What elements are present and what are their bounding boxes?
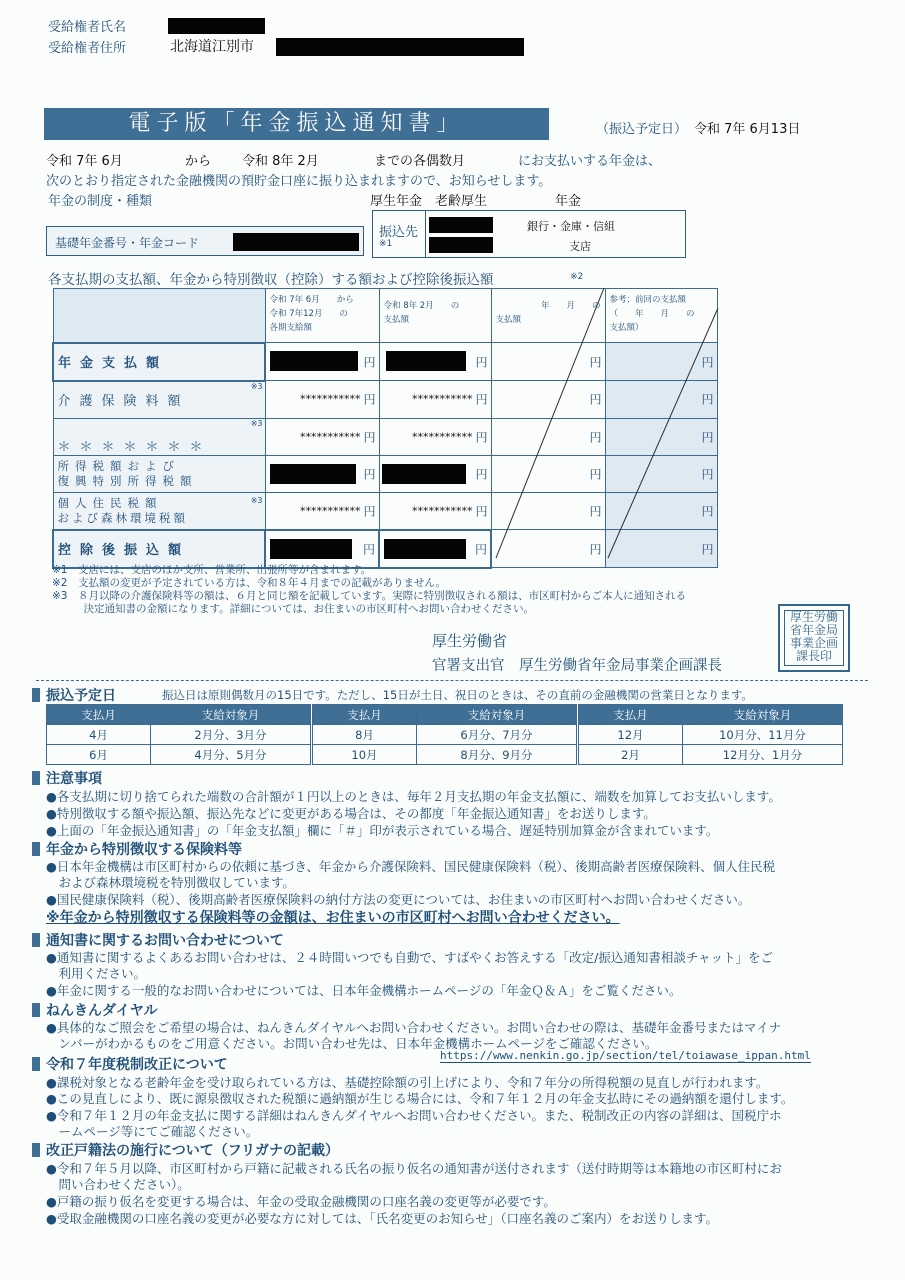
masked-amount: *********** xyxy=(300,504,361,517)
deduct-1: ●日本年金機構は市区町村からの依頼に基づき、年金から介護保険料、国民健康保険料（税）、後期高齢者医療保険料、個人住民税 xyxy=(46,859,776,874)
redacted-amount xyxy=(270,539,352,559)
yen-unit: 円 xyxy=(701,504,714,519)
cell xyxy=(265,381,379,419)
sched-month: 10月 xyxy=(313,745,417,765)
official-seal xyxy=(778,604,850,672)
footnote-3-cont: 決定通知書の金額になります。詳細については、お住まいの市区町村へお問い合わせください。 xyxy=(52,603,534,615)
sched-target: 2月分、3月分 xyxy=(151,725,311,745)
head-month: 支払月 xyxy=(579,705,683,725)
dial-1-cont: ンバーがわかるものをご用意ください。お問い合わせ先は、日本年金機構ホームページをご確認ください。 xyxy=(46,1036,658,1051)
sched-target: 8月分、9月分 xyxy=(417,745,577,765)
yen-unit: 円 xyxy=(363,355,376,369)
bank-box xyxy=(372,210,686,258)
yen-unit: 円 xyxy=(701,355,714,369)
cell xyxy=(379,343,491,381)
tax-2: ●この見直しにより、既に源泉徴収された税額に過納額が生じる場合には、令和７年１２月の年金支払時にその過納額を還付します。 xyxy=(46,1091,794,1106)
bank-label: 振込先 xyxy=(379,225,419,240)
cell xyxy=(265,455,379,492)
yen-unit: 円 xyxy=(474,542,487,556)
sched-month: 6月 xyxy=(47,745,151,765)
redacted-pension-number xyxy=(233,233,359,251)
cell xyxy=(379,492,491,530)
yen-unit: 円 xyxy=(701,467,714,481)
col4-line3: 支払額） xyxy=(609,323,644,333)
period-tail: にお支払いする年金は、 xyxy=(518,154,662,169)
head-month: 支払月 xyxy=(47,705,151,725)
yen-unit: 円 xyxy=(363,392,376,407)
sched-target: 12月分、1月分 xyxy=(683,745,843,765)
recipient-name-label: 受給権者氏名 xyxy=(48,20,127,35)
masked-amount: *********** xyxy=(412,430,473,443)
col3-line2: 支払額 xyxy=(495,315,522,325)
col2-line2: 支払額 xyxy=(383,315,410,325)
redacted-name xyxy=(168,18,265,34)
col1-line1: 令和 7年 6月 から xyxy=(269,295,354,305)
schedule-desc: 振込日は原則偶数月の15日です。ただし、15日が土日、祝日のときは、その直前の金融機関の営業日となります。 xyxy=(162,688,753,702)
table-caption-note: ※2 xyxy=(570,272,584,282)
koseki-1-cont: 問い合わせください）。 xyxy=(46,1177,190,1192)
col1-line3: 各期支給額 xyxy=(269,323,313,333)
bank-note: ※1 xyxy=(379,239,393,249)
tax-title: 令和７年度税制改正について xyxy=(32,1054,228,1074)
schedule-table-1 xyxy=(46,704,311,765)
col1-line2: 令和 7年12月 の xyxy=(269,309,348,319)
yen-unit: 円 xyxy=(589,504,602,519)
yen-unit: 円 xyxy=(589,467,602,481)
col2-line1: 令和 8年 2月 の xyxy=(383,301,460,311)
strike-col3 xyxy=(496,288,604,558)
caution-2: ●特別徴収する額や振込額、振込先などに変更がある場合は、その都度「年金振込通知書」をお送りします。 xyxy=(46,806,656,821)
redacted-amount xyxy=(382,464,466,484)
cell xyxy=(379,530,491,568)
yen-unit: 円 xyxy=(589,430,602,444)
deduct-1-cont: および森林環境税を特別徴収しています。 xyxy=(46,875,296,890)
pension-number-label: 基礎年金番号・年金コード xyxy=(55,236,200,250)
period-to-word: までの各偶数月 xyxy=(374,154,466,169)
issuer-ministry: 厚生労働省 xyxy=(432,632,508,650)
row-label-income-tax xyxy=(53,455,265,492)
caution-title: 注意事項 xyxy=(32,768,102,788)
redacted-amount xyxy=(384,539,466,559)
empty-column-strikes xyxy=(492,288,720,560)
sched-target: 6月分、7月分 xyxy=(417,725,577,745)
pension-type-value: 厚生年金 老齢厚生 xyxy=(370,194,488,209)
head-target: 支給対象月 xyxy=(417,705,577,725)
footnote-1: ※1 支店には、支店のほか支所、営業所、出張所等が含まれます。 xyxy=(52,564,372,576)
row-note: ※3 xyxy=(250,418,263,428)
col3-line1: 年 月 の xyxy=(540,301,601,311)
schedule-table-3 xyxy=(578,704,843,765)
row-note: ※3 xyxy=(250,381,263,391)
sched-month: 2月 xyxy=(579,745,683,765)
cell xyxy=(265,492,379,530)
recipient-address-label: 受給権者住所 xyxy=(48,41,127,56)
head-target: 支給対象月 xyxy=(683,705,843,725)
bank-divider xyxy=(425,211,426,257)
head-month: 支払月 xyxy=(313,705,417,725)
deduct-emphasis: ※年金から特別徴収する保険料等の金額は、お住まいの市区町村へお問い合わせください。 xyxy=(46,910,620,926)
sched-target: 10月分、11月分 xyxy=(683,725,843,745)
yen-unit: 円 xyxy=(475,467,488,481)
cell xyxy=(379,455,491,492)
cell xyxy=(265,418,379,455)
schedule-table-2 xyxy=(312,704,577,765)
redacted-branch xyxy=(429,237,493,253)
recipient-address-value: 北海道江別市 xyxy=(170,39,254,55)
sched-month: 4月 xyxy=(47,725,151,745)
period-line2: 次のとおり指定された金融機関の預貯金口座に振り込まれますので、お知らせします。 xyxy=(46,174,552,189)
row-label-text: 介護保険料額 xyxy=(57,394,190,409)
period-from-word: から xyxy=(185,154,212,169)
pay-date-label: （振込予定日） xyxy=(596,122,688,137)
dial-url-link[interactable]: https://www.nenkin.go.jp/section/tel/toiawase_ippan.html xyxy=(440,1049,811,1062)
dial-title: ねんきんダイヤル xyxy=(32,1000,158,1020)
yen-unit: 円 xyxy=(363,467,376,481)
yen-unit: 円 xyxy=(589,542,602,556)
tax-3: ●令和７年１２月の年金支払に関する詳細はねんきんダイヤルへお問い合わせください。また、税制改正の内容の詳細は、国税庁ホ xyxy=(46,1108,782,1123)
yen-unit: 円 xyxy=(362,542,375,556)
masked-amount: *********** xyxy=(300,392,361,406)
seal-text: 厚生労働省年金局事業企画課長印 xyxy=(784,610,844,666)
yen-unit: 円 xyxy=(475,355,488,369)
sched-month: 8月 xyxy=(313,725,417,745)
col-header-2 xyxy=(379,289,491,343)
cut-line xyxy=(36,680,868,681)
footnote-3: ※3 ８月以降の介護保険料等の額は、６月と同じ額を記載しています。実際に特別徴収される額は、市区町村からご本人に通知される xyxy=(52,590,687,602)
yen-unit: 円 xyxy=(701,542,714,556)
row-label-text-2: および森林環境税額 xyxy=(57,510,188,525)
deduct-2: ●国民健康保険料（税）、後期高齢者医療保険料の納付方法の変更については、お住まいの市区町村へお問い合わせください。 xyxy=(46,892,751,907)
inquiry-title: 通知書に関するお問い合わせについて xyxy=(32,930,284,950)
koseki-2: ●戸籍の振り仮名を変更する場合は、年金の受取金融機関の口座名義の変更等が必要です。 xyxy=(46,1194,556,1209)
tax-3-cont: ームページ等にてご確認ください。 xyxy=(46,1124,259,1139)
yen-unit: 円 xyxy=(589,355,602,369)
row-label-text-2: 復興特別所得税額 xyxy=(57,473,198,488)
row-label-care-insurance xyxy=(53,381,265,419)
col4-line2: （ 年 月 の xyxy=(609,309,695,319)
redacted-address xyxy=(276,38,524,56)
document-title: 電子版「年金振込通知書」 xyxy=(44,108,549,140)
caution-3: ●上面の「年金振込通知書」の「年金支払額」欄に「＃」印が表示されている場合、遅延特別加算金が含まれています。 xyxy=(46,823,719,838)
dial-1: ●具体的なご照会をご希望の場合は、ねんきんダイヤルへお問い合わせください。お問い合わせの際は、基礎年金番号またはマイナ xyxy=(46,1020,782,1035)
pension-number-box xyxy=(46,226,364,256)
masked-amount: *********** xyxy=(300,430,361,443)
redacted-amount xyxy=(270,464,356,484)
yen-unit: 円 xyxy=(475,504,488,518)
period-from: 令和 7年 6月 xyxy=(46,154,123,169)
footnote-2: ※2 支払額の変更が予定されている方は、令和８年４月までの記載がありません。 xyxy=(52,577,447,589)
row-label-pension-payment: 年金支払額 xyxy=(53,343,265,381)
row-note: ※3 xyxy=(250,495,263,505)
yen-unit: 円 xyxy=(589,392,602,407)
yen-unit: 円 xyxy=(701,430,714,444)
strike-col4 xyxy=(608,308,718,558)
inquiry-1: ●通知書に関するよくあるお問い合わせは、２４時間いつでも自動で、すばやくお答えする「改定/振込通知書相談チャット」をご xyxy=(46,950,773,965)
row-label-text: 所得税額および xyxy=(57,458,180,473)
pay-date-value: 令和 7年 6月13日 xyxy=(694,122,801,137)
head-target: 支給対象月 xyxy=(151,705,311,725)
footnotes xyxy=(52,564,686,616)
yen-unit: 円 xyxy=(475,392,488,407)
pension-type-label: 年金の制度・種類 xyxy=(48,194,153,209)
row-label-net-transfer: 控除後振込額 xyxy=(53,530,265,568)
issuer-officer: 官署支出官 厚生労働省年金局事業企画課長 xyxy=(432,658,722,674)
yen-unit: 円 xyxy=(363,504,376,518)
tax-1: ●課税対象となる老齢年金を受け取られている方は、基礎控除額の引上げにより、令和７年分の所得税額の見直しが行われます。 xyxy=(46,1075,769,1090)
cell xyxy=(265,343,379,381)
schedule-title: 振込予定日 xyxy=(32,685,116,705)
row-label-masked xyxy=(53,418,265,455)
deduct-title: 年金から特別徴収する保険料等 xyxy=(32,839,242,859)
yen-unit: 円 xyxy=(701,392,714,407)
bank-type: 銀行・金庫・信組 xyxy=(527,220,615,233)
caution-1: ●各支払期に切り捨てられた端数の合計額が１円以上のときは、毎年２月支払期の年金支払額に、端数を加算してお支払いします。 xyxy=(46,789,781,804)
cell xyxy=(265,530,379,568)
yen-unit: 円 xyxy=(475,430,488,444)
cell xyxy=(379,418,491,455)
koseki-1: ●令和７年５月以降、市区町村から戸籍に記載される氏名の振り仮名の通知書が送付されます（送付時期等は本籍地の市区町村にお xyxy=(46,1161,782,1176)
inquiry-2: ●年金に関する一般的なお問い合わせについては、日本年金機構ホームページの「年金Ｑ＆Ａ」をご覧ください。 xyxy=(46,983,682,998)
koseki-title: 改正戸籍法の施行について（フリガナの記載） xyxy=(32,1140,339,1160)
redacted-amount xyxy=(270,351,358,371)
row-label-text: ＊＊＊＊＊＊＊ xyxy=(57,439,212,455)
redacted-amount xyxy=(386,351,466,371)
sched-target: 4月分、5月分 xyxy=(151,745,311,765)
col-header-1 xyxy=(265,289,379,343)
inquiry-1-cont: 利用ください。 xyxy=(46,966,147,981)
redacted-bank-name xyxy=(429,217,493,233)
koseki-3: ●受取金融機関の口座名義の変更が必要な方に対しては、「氏名変更のお知らせ」（口座名義のご案内）をお送りします。 xyxy=(46,1211,719,1226)
sched-month: 12月 xyxy=(579,725,683,745)
table-caption: 各支払期の支払額、年金から特別徴収（控除）する額および控除後振込額 xyxy=(48,272,494,288)
masked-amount: *********** xyxy=(412,504,473,517)
cell xyxy=(379,381,491,419)
pension-type-suffix: 年金 xyxy=(555,194,582,209)
table-corner xyxy=(53,289,265,343)
col4-line1: 参考：前回の支払額 xyxy=(609,295,687,305)
row-label-text: 個人住民税額 xyxy=(57,495,163,510)
row-label-resident-tax xyxy=(53,492,265,530)
masked-amount: *********** xyxy=(412,392,473,406)
yen-unit: 円 xyxy=(363,430,376,444)
period-to: 令和 8年 2月 xyxy=(242,154,319,169)
bank-branch: 支店 xyxy=(569,240,591,253)
